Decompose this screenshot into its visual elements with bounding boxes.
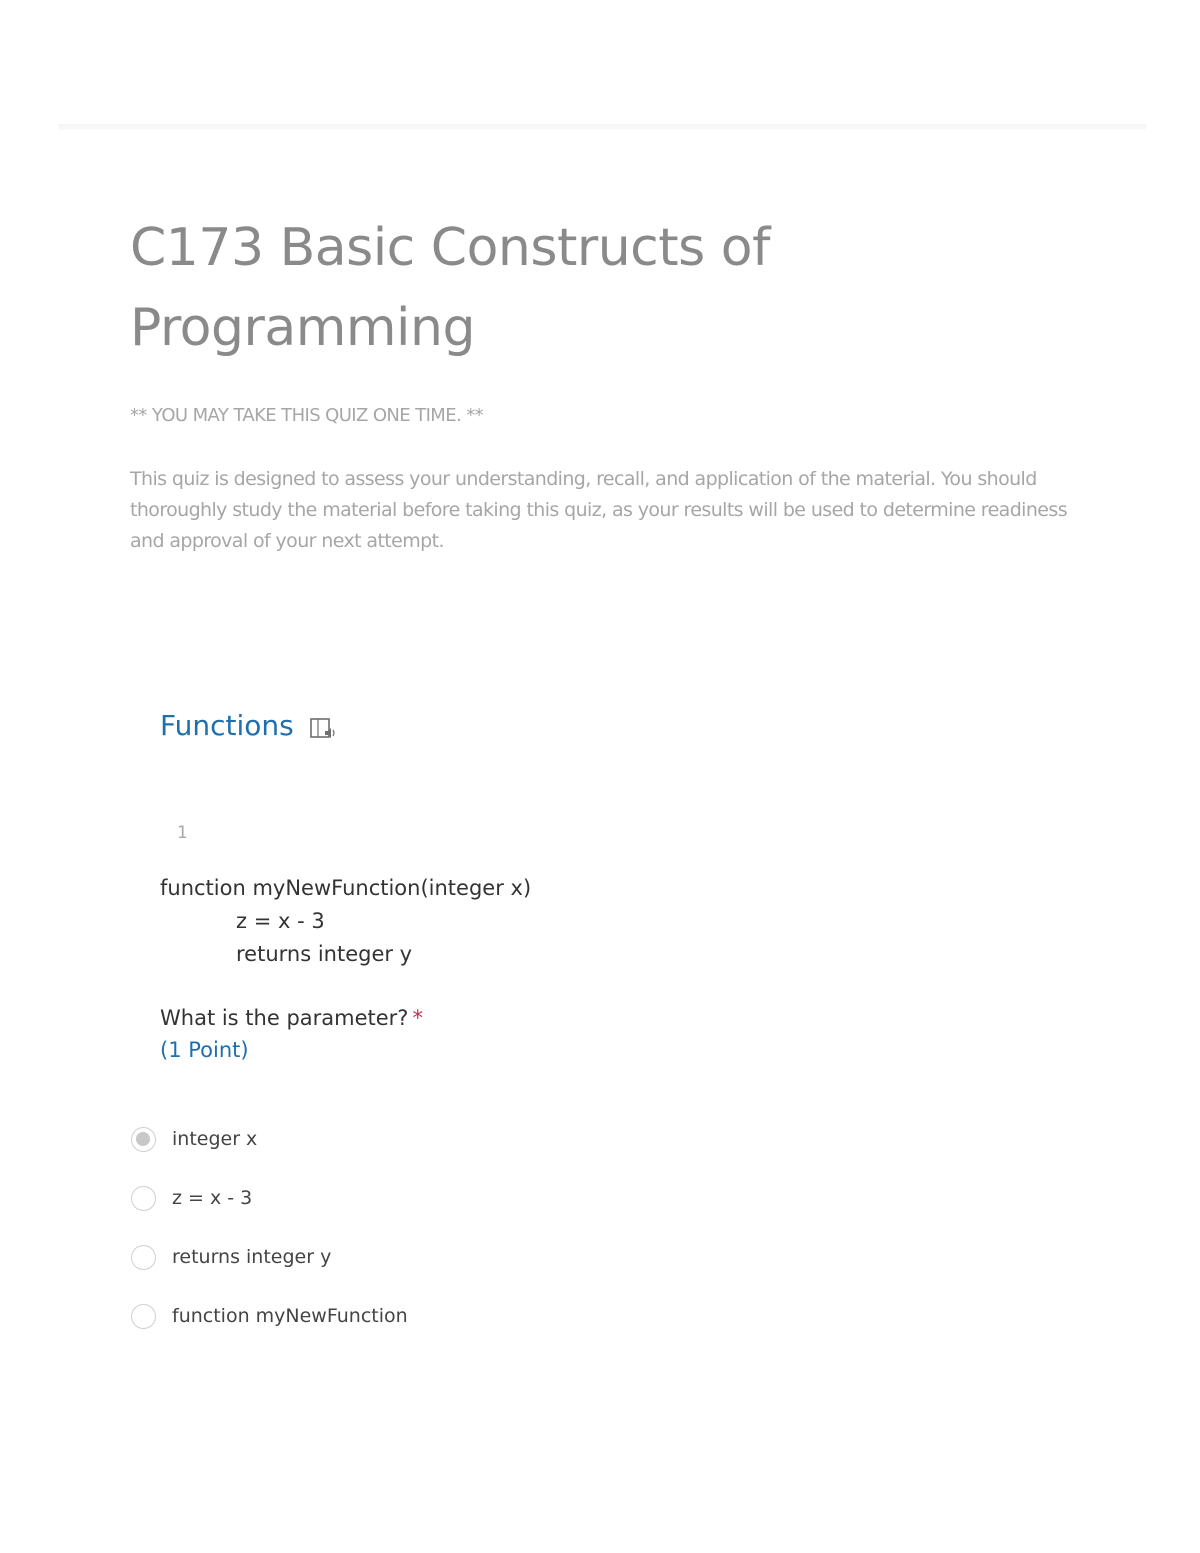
code-line: z = x - 3	[236, 909, 325, 933]
quiz-notice: ** YOU MAY TAKE THIS QUIZ ONE TIME. **	[130, 405, 484, 426]
answer-option-integer-x[interactable]	[131, 1122, 408, 1156]
answer-options	[131, 1122, 408, 1358]
question-text: What is the parameter?	[160, 1006, 409, 1030]
question-prompt	[160, 1002, 423, 1034]
question-points: (1 Point)	[160, 1038, 249, 1062]
section-title: Functions	[160, 709, 294, 742]
section-header	[160, 706, 338, 746]
form-description: This quiz is designed to assess your understanding, recall, and application of the material. You should thoroughly study the material before taking this quiz, as your results will be used to determine readiness and approval of your next attempt.	[130, 468, 1067, 552]
answer-option-z-equals[interactable]	[131, 1181, 408, 1215]
answer-option-returns-integer-y[interactable]	[131, 1240, 408, 1274]
option-label: function myNewFunction	[172, 1305, 408, 1327]
required-asterisk: *	[412, 1006, 423, 1030]
radio-button[interactable]	[131, 1186, 156, 1211]
header-divider	[58, 124, 1146, 130]
immersive-reader-icon[interactable]	[310, 717, 338, 741]
question-number: 1	[177, 823, 188, 843]
answer-option-function-name[interactable]	[131, 1299, 408, 1333]
radio-button[interactable]	[131, 1127, 156, 1152]
option-label: returns integer y	[172, 1246, 332, 1268]
code-line: function myNewFunction(integer x)	[160, 876, 532, 900]
option-label: z = x - 3	[172, 1187, 253, 1209]
option-label: integer x	[172, 1128, 258, 1150]
radio-button[interactable]	[131, 1304, 156, 1329]
form-title: C173 Basic Constructs of Programming	[130, 218, 770, 358]
question-code-block	[160, 872, 531, 971]
radio-button[interactable]	[131, 1245, 156, 1270]
code-line: returns integer y	[236, 942, 413, 966]
